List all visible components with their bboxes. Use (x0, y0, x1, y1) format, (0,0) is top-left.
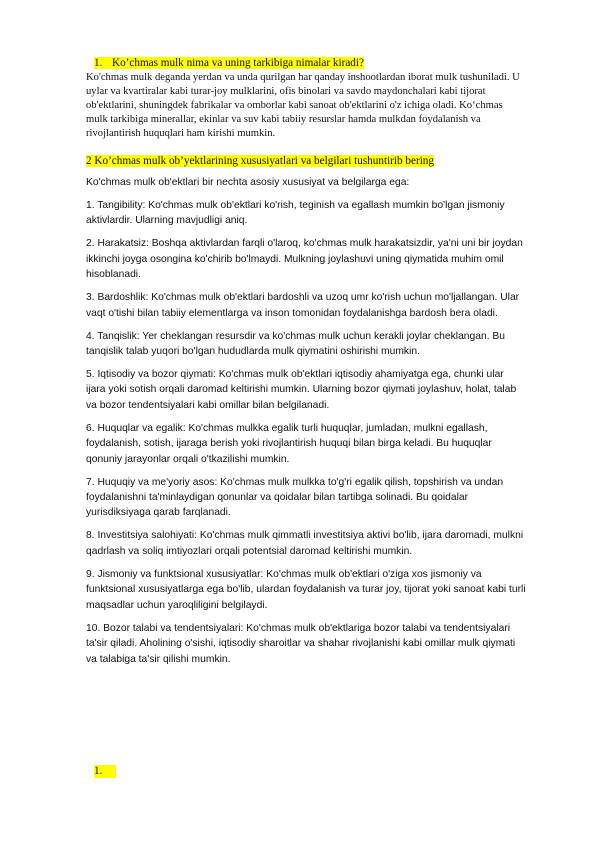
feature-item-5: 5. Iqtisodiy va bozor qiymati: Ko'chmas mulk ob'ektlari iqtisodiy ahamiyatga ega, chunki ular ijara yoki sotish orqali daromad keltirishi mumkin. Ularning bozor qiymati joylashuv, holat, talab va bozor tendentsiyalari kabi omillar bilan belgilanadi. (86, 369, 517, 411)
intro-paragraph: Ko'chmas mulk deganda yerdan va unda qurilgan har qanday inshootlardan iborat mulk tushuniladi. U uylar va kvartiralar kabi turar-joy mulklarini, ofis binolari va savdo maydonchalari kabi tijorat ob'ektlarini, shuningdek fabrikalar va omborlar kabi sanoat ob'ektlarini o'z ichiga oladi. Ko‘chmas mulk tarkibiga minerallar, ekinlar va suv kabi tabiiy resurslar hamda mulkdan foydalanish va rivojlantirish huquqlari ham kirishi mumkin. (86, 72, 520, 140)
feature-item-2: 2. Harakatsiz: Boshqa aktivlardan farqli o'laroq, ko'chmas mulk harakatsizdir, ya'ni uni bir joydan ikkinchi joyga osongina ko'chirib bo'lmaydi. Mulkning joylashuvi uning qiymatida muhim omil hisoblanadi. (86, 238, 523, 281)
feature-item-9: 9. Jismoniy va funktsional xususiyatlar: Ko'chmas mulk ob'ektlari o'ziga xos jismoniy va funktsional xususiyatlarga ega bo'lib, ulardan foydalanish va turar joy, tijorat yoki sanoat kabi turli maqsadlar uchun yaroqliligini belgilaydi. (86, 568, 526, 611)
question-1-number: 1. (94, 57, 103, 69)
feature-item-3: 3. Bardoshlik: Ko'chmas mulk ob'ektlari bardoshli va uzoq umr ko'rish uchun mo'ljallangan. Ular vaqt o'tishi bilan tabiiy elementlarga va inson tomonidan foydalanishga bardosh bera oladi. (86, 292, 520, 319)
feature-item-10: 10. Bozor talabi va tendentsiyalari: Ko'chmas mulk ob'ektlariga bozor talabi va tendentsiyalari ta'sir qiladi. Aholining o'sishi, iqtisodiy sharoitlar va shahar rivojlanishi kabi omillar mulk qiymati va talabiga ta'sir qilishi mumkin. (86, 622, 516, 665)
question-1-text: Ko’chmas mulk nima va uning tarkibiga nimalar kiradi? (112, 57, 364, 69)
feature-item-6: 6. Huquqlar va egalik: Ko'chmas mulkka egalik turli huquqlar, jumladan, mulkni egallash, foydalanish, sotish, ijaraga berish yoki rivojlantirish huquqi bilan birga keladi. Bu huquqlar qonuniy jarayonlar orqali o'tkazilishi mumkin. (86, 422, 492, 465)
question-1-highlight (94, 57, 364, 69)
feature-item-7: 7. Huquqiy va me'yoriy asos: Ko'chmas mulk mulkka to'g'ri egalik qilish, topshirish va undan foydalanishni ta'minlaydigan qonunlar va qoidalar bilan tartibga solinadi. Bu qoidalar yurisdiksiyaga qarab farqlanadi. (86, 476, 504, 519)
feature-item-8: 8. Investitsiya salohiyati: Ko'chmas mulk qimmatli investitsiya aktivi bo'lib, ijara daromadi, mulkni qadrlash va soliq imtiyozlari orqali potentsial daromad keltirishi mumkin. (86, 530, 524, 557)
answer-body (86, 175, 526, 675)
question-1-heading (94, 57, 364, 70)
question-2-heading (86, 154, 434, 168)
answer-lead: Ko'chmas mulk ob'ektlari bir nechta asosiy xususiyat va belgilarga ega: (86, 177, 410, 188)
trailing-list-marker: 1. (94, 765, 116, 778)
feature-item-1: 1. Tangibility: Ko'chmas mulk ob'ektlari ko'rish, teginish va egallash mumkin bo'lgan jismoniy aktivlardir. Ularning mavjudligi aniq. (86, 200, 505, 227)
question-2-text: 2 Ko’chmas mulk ob’yektlarining xususiyatlari va belgilari tushuntirib bering (86, 155, 434, 167)
feature-item-4: 4. Tanqislik: Yer cheklangan resursdir va ko'chmas mulk uchun kerakli joylar cheklangan. Bu tanqislik talab yuqori bo'lgan hududlarda mulk qiymatini oshirishi mumkin. (86, 330, 506, 358)
